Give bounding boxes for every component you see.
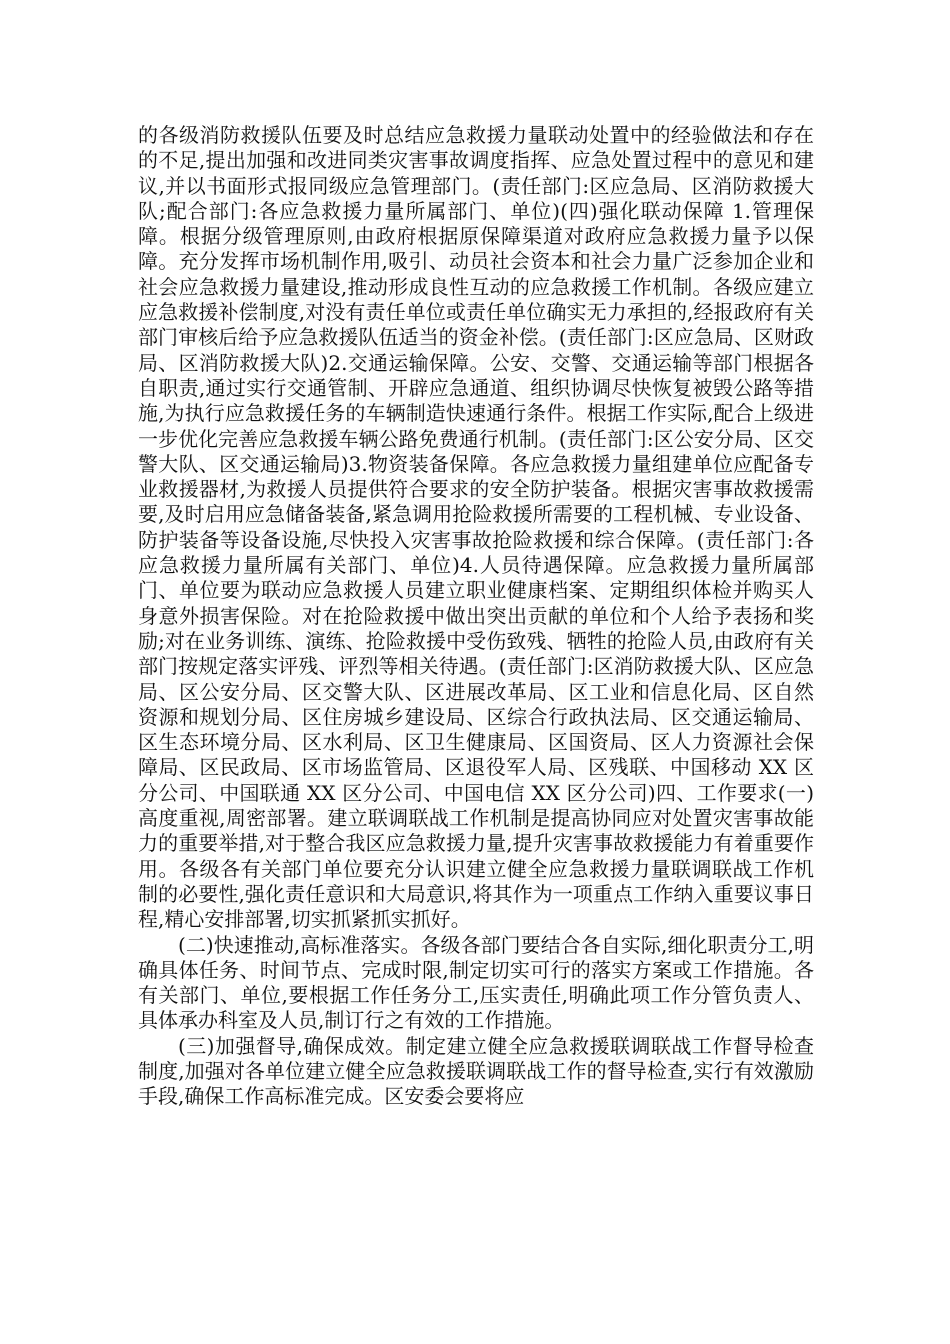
document-body	[138, 123, 814, 1110]
body-paragraph-1: 的各级消防救援队伍要及时总结应急救援力量联动处置中的经验做法和存在的不足,提出加强和改进同类灾害事故调度指挥、应急处置过程中的意见和建议,并以书面形式报同级应急管理部门。(责任部门:区应急局、区消防救援大队;配合部门:各应急救援力量所属部门、单位)(四)强化联动保障 1.管理保障。根据分级管理原则,由政府根据原保障渠道对政府应急救援力量予以保障。充分发挥市场机制作用,吸引、动员社会资本和社会力量广泛参加企业和社会应急救援力量建设,推动形成良性互动的应急救援工作机制。各级应建立应急救援补偿制度,对没有责任单位或责任单位确实无力承担的,经报政府有关部门审核后给予应急救援队伍适当的资金补偿。(责任部门:区应急局、区财政局、区消防救援大队)2.交通运输保障。公安、交警、交通运输等部门根据各自职责,通过实行交通管制、开辟应急通道、组织协调尽快恢复被毁公路等措施,为执行应急救援任务的车辆制造快速通行条件。根据工作实际,配合上级进一步优化完善应急救援车辆公路免费通行机制。(责任部门:区公安分局、区交警大队、区交通运输局)3.物资装备保障。各应急救援力量组建单位应配备专业救援器材,为救援人员提供符合要求的安全防护装备。根据灾害事故救援需要,及时启用应急储备装备,紧急调用抢险救援所需要的工程机械、专业设备、防护装备等设备设施,尽快投入灾害事故抢险救援和综合保障。(责任部门:各应急救援力量所属有关部门、单位)4.人员待遇保障。应急救援力量所属部门、单位要为联动应急救援人员建立职业健康档案、定期组织体检并购买人身意外损害保险。对在抢险救援中做出突出贡献的单位和个人给予表扬和奖励;对在业务训练、演练、抢险救援中受伤致残、牺牲的抢险人员,由政府有关部门按规定落实评残、评烈等相关待遇。(责任部门:区消防救援大队、区应急局、区公安分局、区交警大队、区进展改革局、区工业和信息化局、区自然资源和规划分局、区住房城乡建设局、区综合行政执法局、区交通运输局、区生态环境分局、区水利局、区卫生健康局、区国资局、区人力资源社会保障局、区民政局、区市场监管局、区退役军人局、区残联、中国移动 XX 区分公司、中国联通 XX 区分公司、中国电信 XX 区分公司)四、工作要求(一)高度重视,周密部署。建立联调联战工作机制是提高协同应对处置灾害事故能力的重要举措,对于整合我区应急救援力量,提升灾害事故救援能力有着重要作用。各级各有关部门单位要充分认识建立健全应急救援力量联调联战工作机制的必要性,强化责任意识和大局意识,将其作为一项重点工作纳入重要议事日程,精心安排部署,切实抓紧抓实抓好。	[138, 123, 814, 932]
body-paragraph-2: (二)快速推动,高标准落实。各级各部门要结合各自实际,细化职责分工,明确具体任务、时间节点、完成时限,制定切实可行的落实方案或工作措施。各有关部门、单位,要根据工作任务分工,压实责任,明确此项工作分管负责人、具体承办科室及人员,制订行之有效的工作措施。	[138, 932, 814, 1033]
body-paragraph-3: (三)加强督导,确保成效。制定建立健全应急救援联调联战工作督导检查制度,加强对各单位建立健全应急救援联调联战工作的督导检查,实行有效激励手段,确保工作高标准完成。区安委会要将应	[138, 1033, 814, 1109]
